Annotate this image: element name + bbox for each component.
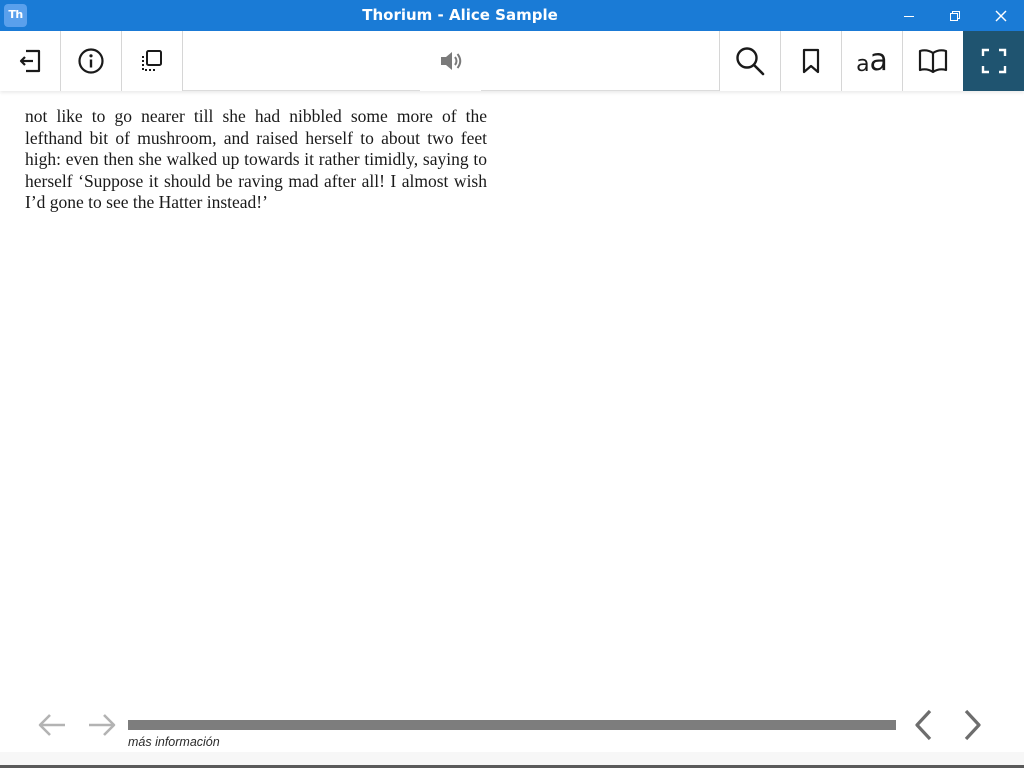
table-of-contents-button[interactable] <box>902 31 963 91</box>
info-icon <box>77 47 105 75</box>
bookmark-button[interactable] <box>780 31 841 91</box>
minimize-icon <box>903 10 915 22</box>
fullscreen-icon <box>981 48 1007 74</box>
fullscreen-button[interactable] <box>963 31 1024 91</box>
reading-progress-fill <box>128 720 896 730</box>
read-aloud-button[interactable] <box>420 31 481 91</box>
bookmark-icon <box>797 47 825 75</box>
book-info-button[interactable] <box>61 31 122 91</box>
more-info-link[interactable]: más información <box>128 735 220 749</box>
close-window-button[interactable] <box>978 0 1024 31</box>
open-book-icon <box>917 47 949 75</box>
window-bottom-area <box>0 752 1024 765</box>
minimize-button[interactable] <box>886 0 932 31</box>
search-button[interactable] <box>719 31 780 91</box>
close-icon <box>995 10 1007 22</box>
search-icon <box>734 45 766 77</box>
chevron-right-icon <box>962 708 984 742</box>
goto-page-button[interactable] <box>122 31 183 91</box>
restore-icon <box>949 10 961 22</box>
reader-toolbar <box>0 31 1024 91</box>
next-page-button[interactable] <box>958 706 988 744</box>
exit-icon <box>16 47 44 75</box>
book-page-text: not like to go nearer till she had nibbled some more of the lefthand bit of mushroom, and raised herself to about two feet high: even then she walked up towards it rather timidly, saying to herself ‘Suppose it should be raving mad after all! I almost wish I’d gone to see the Hatter instead!’ <box>25 106 487 213</box>
previous-page-button[interactable] <box>908 706 938 744</box>
goto-page-icon <box>138 47 166 75</box>
window-titlebar <box>0 0 1024 31</box>
arrow-left-icon <box>37 712 67 738</box>
thorium-app-icon: Th <box>4 4 27 27</box>
history-back-button[interactable] <box>36 710 68 740</box>
reading-progress-bar[interactable] <box>128 720 896 730</box>
font-size-icon <box>856 43 888 78</box>
history-forward-button[interactable] <box>86 710 118 740</box>
chevron-left-icon <box>912 708 934 742</box>
arrow-right-icon <box>87 712 117 738</box>
restore-button[interactable] <box>932 0 978 31</box>
back-to-library-button[interactable] <box>0 31 61 91</box>
text-settings-button[interactable] <box>841 31 902 91</box>
window-title: Thorium - Alice Sample <box>362 6 558 24</box>
font-size-large-glyph: a <box>869 43 888 78</box>
font-size-small-glyph: a <box>856 52 870 77</box>
speaker-icon <box>437 47 465 75</box>
